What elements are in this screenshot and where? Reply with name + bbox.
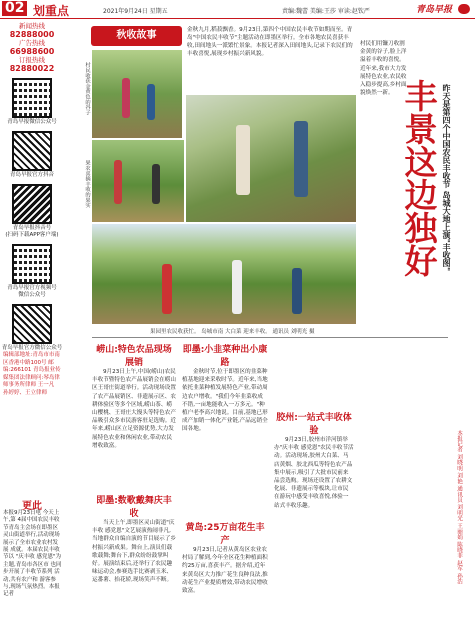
article-jimo-dance bbox=[92, 493, 176, 585]
ad-title: 广告热线 bbox=[19, 39, 45, 47]
farmer-figure bbox=[122, 78, 130, 118]
farmer-figure bbox=[147, 84, 155, 120]
article-body: 9月23日,胶州市洋河镇举办"庆丰收 感党恩"农民丰收节活动。活动现场,胶州大白菜、马店黄烟、胶北西瓜等特色农产品集中展示,吸引了大批市民前来品尝选购。现场还设置了农耕文化展、非遗展示等板块,让市民在游玩中感受丰收喜悦,体验一站式丰收乐趣。 bbox=[274, 437, 354, 509]
hotline-number: 82888000 bbox=[9, 29, 55, 39]
main-headline: 丰景这边独好 bbox=[404, 77, 438, 281]
photo-caption: 村民收获金黄色的谷子 bbox=[84, 62, 90, 115]
article-title: 即墨:小韭菜种出小康路 bbox=[182, 345, 268, 368]
subscribe-title: 订报热线 bbox=[19, 56, 45, 64]
ad-number: 66988600 bbox=[9, 46, 55, 56]
sidebar-more-title: 更此 bbox=[22, 501, 42, 512]
editor-credits: 责编:魏蕾 美编:王莎 审读:赵钦严 bbox=[282, 8, 370, 15]
page-number: 02 bbox=[2, 1, 27, 16]
qr-label: 青岛早报微信公众号 bbox=[7, 119, 57, 125]
qr-label: 青岛早报抖音号 bbox=[12, 225, 52, 231]
article-body: 金秋时节,位于即墨区的韭菜种植基地迎来采收时节。近年来,当地依托韭菜种植发展特色产业,带动周边农户增收。"我们今年韭菜收成不错,一亩地能收入一万多元。"种植户老李高兴地说。目前,基地已形成产加销一体化产业链,产品远销全国各地。 bbox=[182, 369, 268, 433]
qr-code-icon[interactable] bbox=[12, 244, 52, 284]
qr-code-icon[interactable] bbox=[12, 184, 52, 224]
article-huangdao bbox=[182, 520, 268, 595]
article-jimo-leek bbox=[182, 342, 268, 434]
photo-fruit-pick bbox=[92, 140, 184, 222]
farmer-figure bbox=[294, 121, 308, 197]
article-body: 9月23日,记者从黄岛区农业农村局了解到,今年全区花生种植面积约25万亩,喜获丰产。据介绍,近年来黄岛区大力推广花生良种良法,推动花生产业提质增效,带动农民增收致富。 bbox=[182, 547, 268, 595]
qr-label: 青岛早报官方视频号 bbox=[7, 285, 57, 291]
editorial-note: 编辑部地址:青岛市市南区香港中路100号 邮编:266101 青岛报业传媒集团法律顾问:琴岛律师事务所律师 王一凡 孙婷婷、王立律师 bbox=[3, 352, 61, 396]
article-body: 当天上午,即墨区灵山街道"庆丰收 感党恩"文艺展演热闹非凡,当地群众自编自演的节目展示了乡村振兴新成果。舞台上,演员们载歌载舞;舞台下,群众纷纷鼓掌叫好。展演结束后,还举行了农民趣味运动会,参赛选手比赛剥玉米、运番薯、抬花轿,现场笑声不断。 bbox=[92, 520, 176, 584]
newspaper-logo: 青岛早报 bbox=[416, 5, 453, 15]
farmer-figure bbox=[232, 260, 242, 314]
sub-headline: 昨天是第四个中国农民丰收节 岛城大地上演"丰收图" bbox=[442, 84, 451, 272]
farmer-figure bbox=[236, 125, 250, 195]
article-jiaozhou bbox=[274, 410, 354, 510]
photo-orchard bbox=[92, 224, 356, 324]
article-title: 黄岛:25万亩花生丰产 bbox=[185, 523, 265, 546]
photo-harvest-millet bbox=[92, 50, 182, 138]
story-tag: 秋收故事 bbox=[91, 26, 182, 46]
left-sidebar bbox=[0, 22, 64, 397]
farmer-figure bbox=[292, 268, 302, 314]
article-body: 9月23日上午,中国(崂山)农民丰收节暨特色农产品展销会在崂山区王哥庄街道举行。活动现场设置了农产品展销区、非遗展示区、农耕体验区等多个区域,崂山茶、崂山樱桃、王哥庄大馒头等特色农产品吸引众多市民游客驻足选购。近年来,崂山区立足资源优势,大力发展特色农业和休闲农业,带动农民增收致富。 bbox=[92, 369, 176, 449]
farmer-figure bbox=[162, 264, 172, 314]
sidebar-more-text: 本报9月23日电 今天上午,第 4届中国农民丰收节青岛主会场在即墨区 灵山街道举行,活动现场 展示了全市农业农村发展 成就。本届农民丰收节以 "庆丰收 感党恩"为主题,青岛市各区市 也同步开展了丰收节系列 活动,共有农户和 游客参与,现场气氛热烈。本报记者 bbox=[3, 510, 62, 598]
issue-date: 2021年9月24日 星期五 bbox=[103, 8, 168, 15]
qr-sublabel: (扫码下载APP客户端) bbox=[5, 232, 59, 238]
page-header bbox=[0, 0, 475, 19]
subscribe-number: 82880022 bbox=[9, 63, 55, 73]
hotline-block bbox=[0, 22, 64, 73]
farmer-figure bbox=[114, 160, 122, 204]
reporter-credit: 本报记者 刘晓明 刘艳 通讯员 刘明光 王丽娟 陈晓菲 赵军 孙浩 bbox=[456, 430, 462, 585]
divider bbox=[92, 337, 448, 338]
hotline-title: 新闻热线 bbox=[19, 22, 45, 30]
photo-field-work bbox=[186, 95, 356, 222]
story-lead: 金秋九月,稻菽飘香。9月23日,第四个中国农民丰收节如期而至。青岛"中国农民丰收节"主题活动在即墨区举行。全市各地农民喜获丰收,田间地头一派繁忙景象。本报记者深入田间地头,记录下农民们的丰收喜悦,展现乡村振兴新风貌。 bbox=[187, 27, 353, 57]
photo-caption: 果农喜摘丰收的果实 bbox=[84, 160, 90, 208]
qr-label: 青岛早报官方微信公众号 bbox=[1, 345, 63, 351]
section-title: 划重点 bbox=[33, 4, 70, 18]
logo-mark-icon bbox=[458, 4, 470, 14]
qr-code-icon[interactable] bbox=[12, 131, 52, 171]
farmer-figure bbox=[152, 164, 160, 204]
article-title: 胶州:一站式丰收体验 bbox=[276, 413, 352, 436]
photo-credit: 果园里农民收获忙。 岛城市南 大白菜 迎来丰收。 通讯员 刘明光 摄 bbox=[150, 329, 315, 335]
article-title: 崂山:特色农品现场展销 bbox=[96, 345, 172, 368]
qr-code-icon[interactable] bbox=[12, 78, 52, 118]
qr-code-icon[interactable] bbox=[12, 304, 52, 344]
article-title: 即墨:数歌戴舞庆丰收 bbox=[96, 496, 172, 519]
story-side-text: 村民们用镰刀收割金黄的谷子,脸上洋溢着丰收的喜悦。近年来,我市大力发展特色农业,农民收入稳步提高,乡村面貌焕然一新。 bbox=[360, 41, 407, 97]
qr-sublabel: 微信公众号 bbox=[18, 292, 46, 298]
qr-label: 青岛早报官方抖音 bbox=[9, 172, 54, 178]
article-laoshan bbox=[92, 342, 176, 450]
